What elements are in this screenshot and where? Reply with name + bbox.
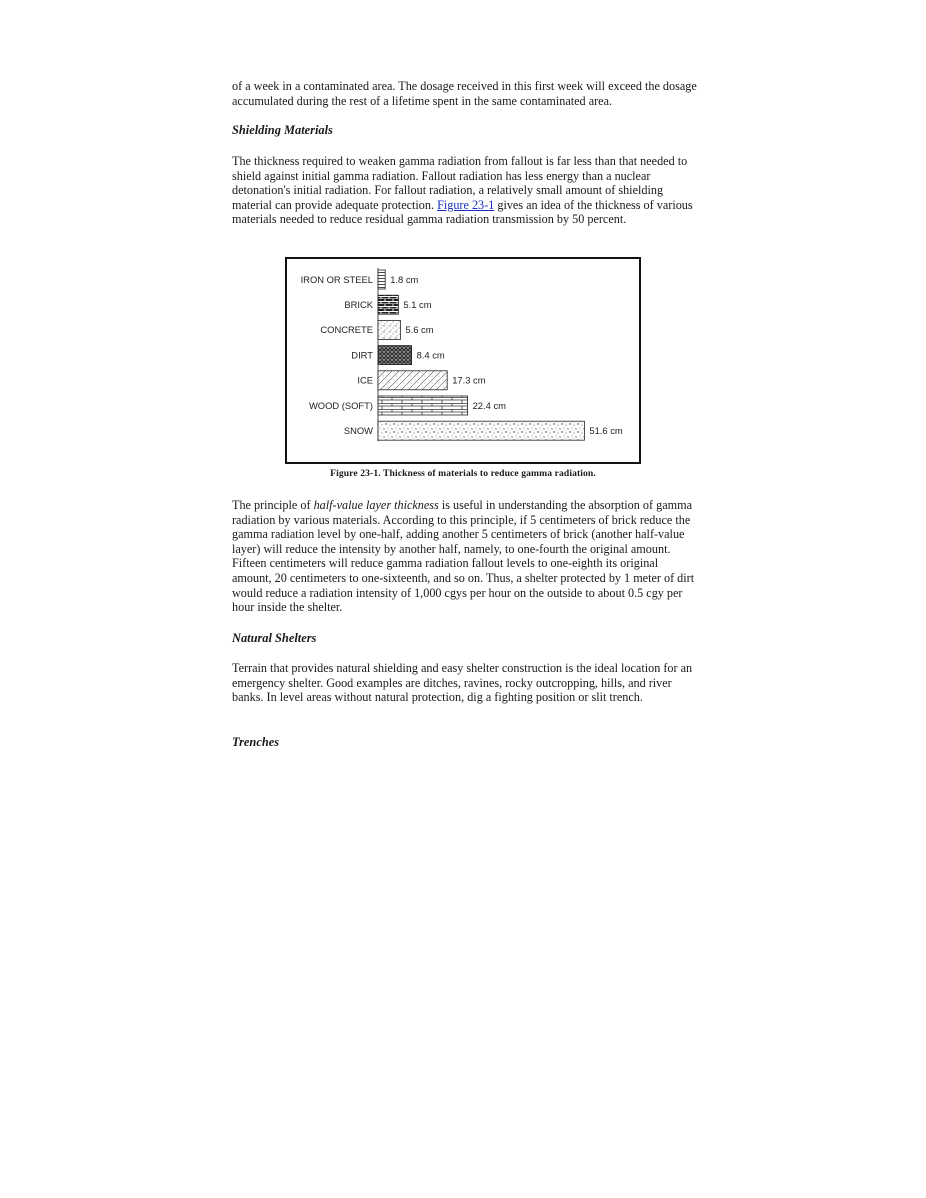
paragraph-text: Terrain that provides natural shielding and easy shelter construction is the ideal location for an emergency shelter. Good examples are ditches, ravines, rocky outcropping, hills, and river banks. In level areas without natural protection, dig a fighting position or slit trench. [232,661,693,705]
bar-iron [378,270,385,289]
paragraph-text: of a week in a contaminated area. The dosage received in this first week will exceed the dosage accumulated during the rest of a lifetime spent in the same contaminated area. [232,79,697,108]
value-label: 22.4 cm [472,399,506,411]
paragraph-half-value [232,498,698,615]
value-label: 51.6 cm [589,425,623,436]
paragraph-text [232,154,698,227]
figure-23-1-link[interactable]: Figure 23-1 [437,197,495,212]
bar-concrete [378,320,400,339]
bar-wood [378,396,468,415]
text-run: is useful in understanding the absorption of gamma radiation by various materials. According to this principle, if 5 centimeters of brick reduce the gamma radiation level by one-half, adding another 5 centimeters of brick (another half-value layer) will reduce the intensity by another half, namely, to one-fourth the original amount. Fifteen centimeters will reduce gamma radiation fallout levels to one-eighth its original amount, 20 centimeters to one-sixteenth, and so on. Thus, a shelter protected by 1 meter of dirt would reduce a radiation intensity of 1,000 cgys per hour on the outside to about 0.5 cgy per hour inside the shelter. [232,498,695,615]
bar-snow [378,421,584,440]
text-run: The principle of [232,498,314,512]
bar-brick [378,295,398,314]
paragraph-shielding [232,154,698,227]
thickness-chart [287,259,639,462]
heading-natural-shelters [232,631,698,646]
category-label: WOOD (SOFT) [308,399,373,411]
section-heading: Trenches [232,735,280,749]
section-heading: Shielding Materials [232,123,333,137]
category-label: SNOW [343,425,373,436]
paragraph-intro [232,79,698,108]
value-label: 5.1 cm [403,299,432,310]
heading-trenches [232,735,698,750]
category-label: BRICK [344,299,373,310]
bar-dirt [378,346,412,365]
value-label: 8.4 cm [416,349,445,361]
category-label: DIRT [351,349,373,361]
value-label: 1.8 cm [390,273,419,285]
text-run: The thickness required to weaken gamma radiation from fallout is far less than that needed to shield against initial gamma radiation. Fallout radiation has less energy than a nuclear detonation's initial radiation. For fallout radiation, a relatively small amount of shielding material can provide adequate protection. [232,154,688,212]
category-label: CONCRETE [320,324,373,336]
figure-caption: Figure 23-1. Thickness of materials to reduce gamma radiation. [330,468,596,479]
value-label: 5.6 cm [405,324,434,336]
paragraph-text [232,498,698,615]
bar-ice [378,371,447,390]
section-heading: Natural Shelters [232,631,317,645]
category-label: ICE [357,374,373,386]
paragraph-natural [232,661,698,705]
value-label: 17.3 cm [452,374,486,386]
category-label: IRON OR STEEL [300,273,373,285]
text-run: gives an idea of the thickness of various materials needed to reduce residual gamma radiation transmission by 50 percent. [232,197,693,227]
heading-shielding-materials [232,123,698,138]
emphasis-term: half-value layer thickness [313,498,439,512]
figure-23-1 [285,257,641,464]
